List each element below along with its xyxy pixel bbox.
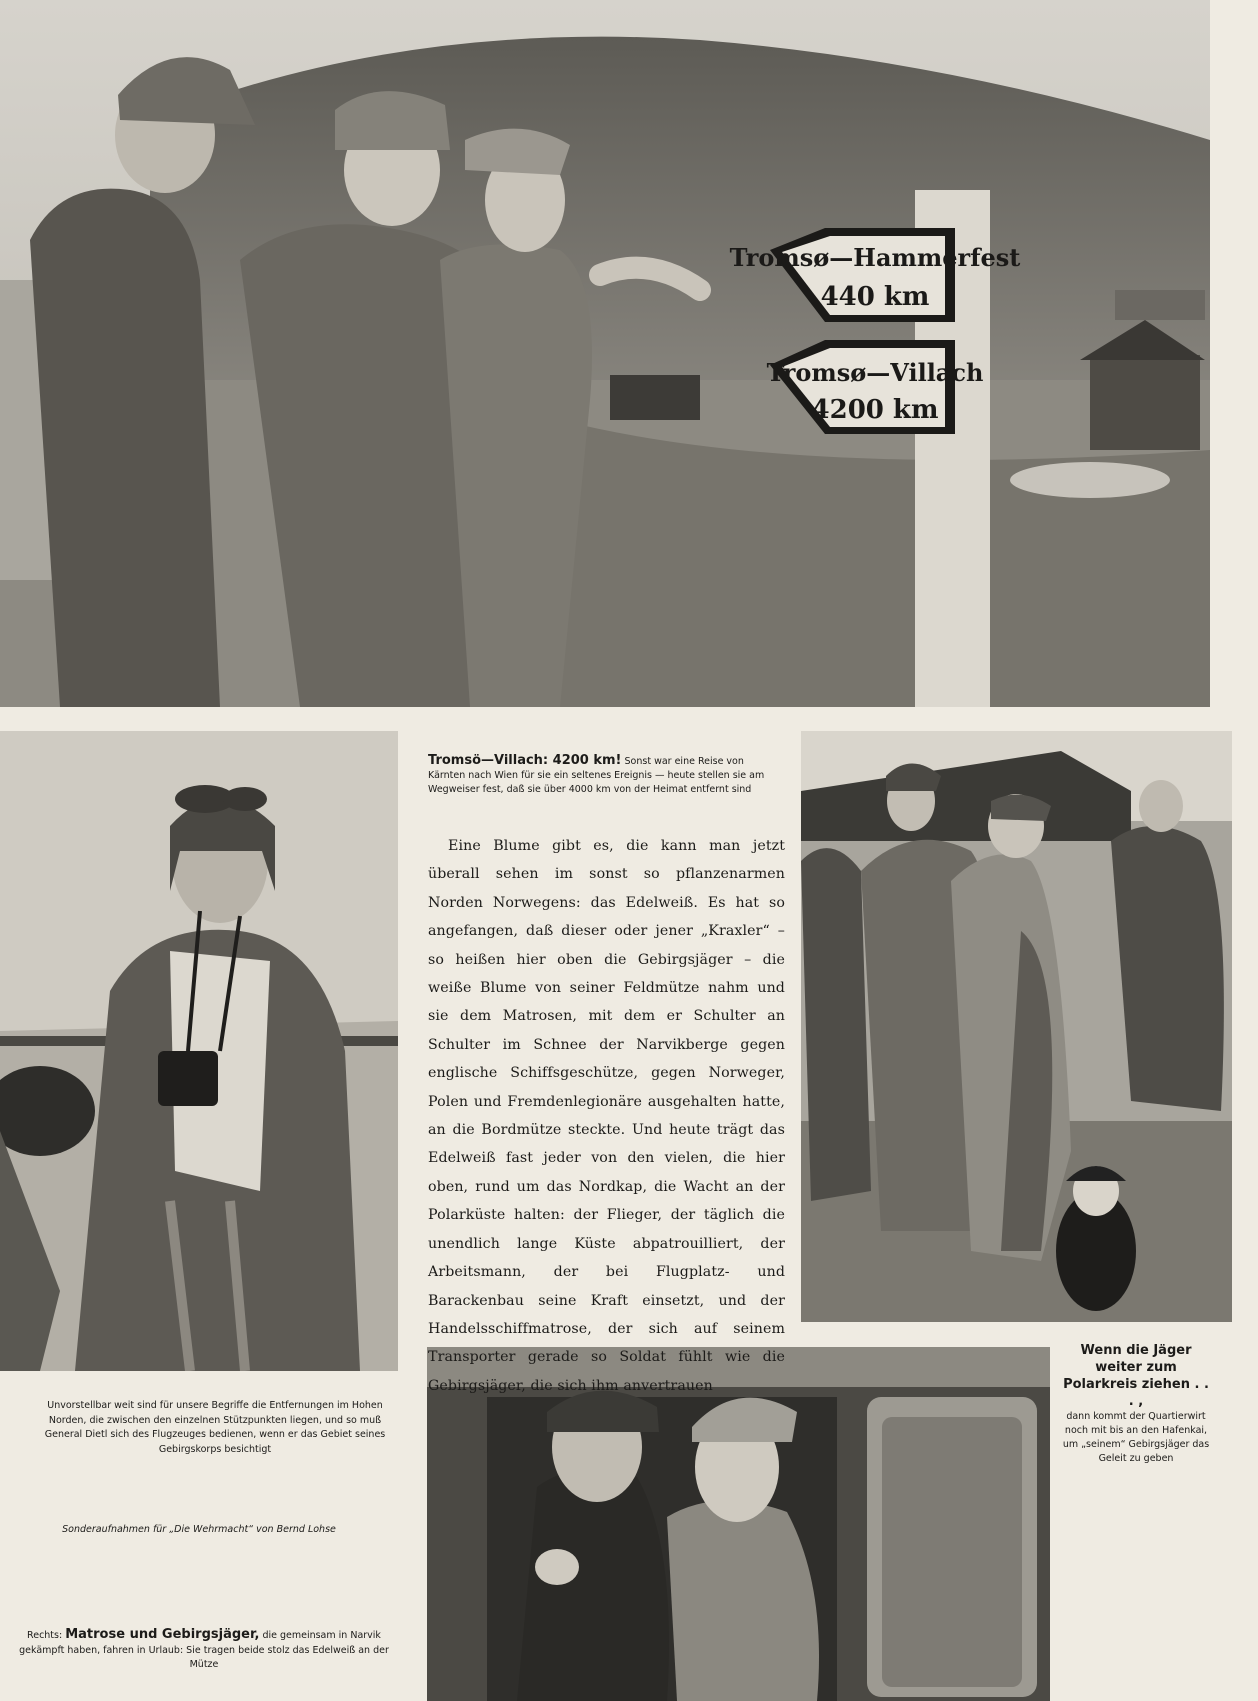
general-dietl-caption: Unvorstellbar weit sind für unsere Begriffe die Entfernungen im Hohen Norden, die zwischen den einzelnen Stützpunkten liegen, und so muß General Dietl sich des Flugzeuges bedienen, wenn er das Gebiet seines Gebirgskorps besichtigt: [44, 1400, 386, 1455]
signpost-caption-text: Sonst war eine Reise von Kärnten nach Wien für sie ein seltenes Ereignis — heute stellen sie am Wegweiser fest, daß sie über 4000 km von der Heimat entfernt sind: [428, 756, 765, 795]
quartierwirt-caption-lead: Wenn die Jäger weiter zum Polarkreis ziehen . . . ,: [1063, 1343, 1209, 1409]
matrose-caption-prefix: Rechts:: [27, 1630, 63, 1641]
matrose-caption-text: die gemeinsam in Narvik gekämpft haben, fahren in Urlaub: Sie tragen beide stolz das Edelweiß an der Mütze: [19, 1630, 389, 1670]
signpost-caption: [428, 754, 783, 797]
signpost-photo: [0, 0, 1210, 707]
sign2-line2: 4200 km: [811, 395, 939, 425]
quartierwirt-photo: [801, 731, 1232, 1322]
signpost-caption-lead: Tromsö—Villach: 4200 km!: [428, 753, 622, 768]
general-dietl-photo-art: [0, 731, 398, 1371]
sign1-line1: Tromsø—Hammerfest: [729, 243, 1021, 272]
photo-credit: Sonderaufnahmen für „Die Wehrmacht“ von Bernd Lohse: [62, 1524, 336, 1535]
article-body: Eine Blume gibt es, die kann man jetzt überall sehen im sonst so pflanzenarmen Norden Norwegens: das Edelweiß. Es hat so angefangen, daß dieser oder jener „Kraxler“ – so heißen hier oben die Gebirgsjäger – die weiße Blume von seiner Feldmütze nahm und sie dem Matrosen, mit dem er Schulter an Schulter im Schnee der Narvikberge gegen englische Schiffsgeschütze, gegen Norweger, Polen und Fremdenlegionäre ausgehalten hatte, an die Bordmütze steckte. Und heute trägt das Edelweiß fast jeder von den vielen, die hier oben, rund um das Nordkap, die Wacht an der Polarküste halten: der Flieger, der täglich die unendlich lange Küste abpatrouilliert, der Arbeitsmann, der bei Flugplatz- und Barackenbau seine Kraft einsetzt, und der Handelsschiffmatrose, der sich auf seinem Transporter gerade so Soldat fühlt wie die Gebirgsjäger, die sich ihm anvertrauen: [428, 838, 785, 1394]
matrose-caption-lead: Matrose und Gebirgsjäger,: [65, 1627, 260, 1642]
matrose-caption: [4, 1628, 404, 1673]
signpost-photo-art: [0, 0, 1210, 707]
quartierwirt-caption: [1062, 1342, 1210, 1466]
sign2-line1: Tromsø—Villach: [766, 358, 984, 387]
general-dietl-photo: [0, 731, 398, 1371]
sign1-line2: 440 km: [820, 282, 930, 312]
quartierwirt-photo-art: [801, 731, 1232, 1322]
quartierwirt-caption-text: dann kommt der Quartierwirt noch mit bis an den Hafenkai, um „seinem“ Gebirgsjäger das Geleit zu geben: [1062, 1411, 1210, 1464]
